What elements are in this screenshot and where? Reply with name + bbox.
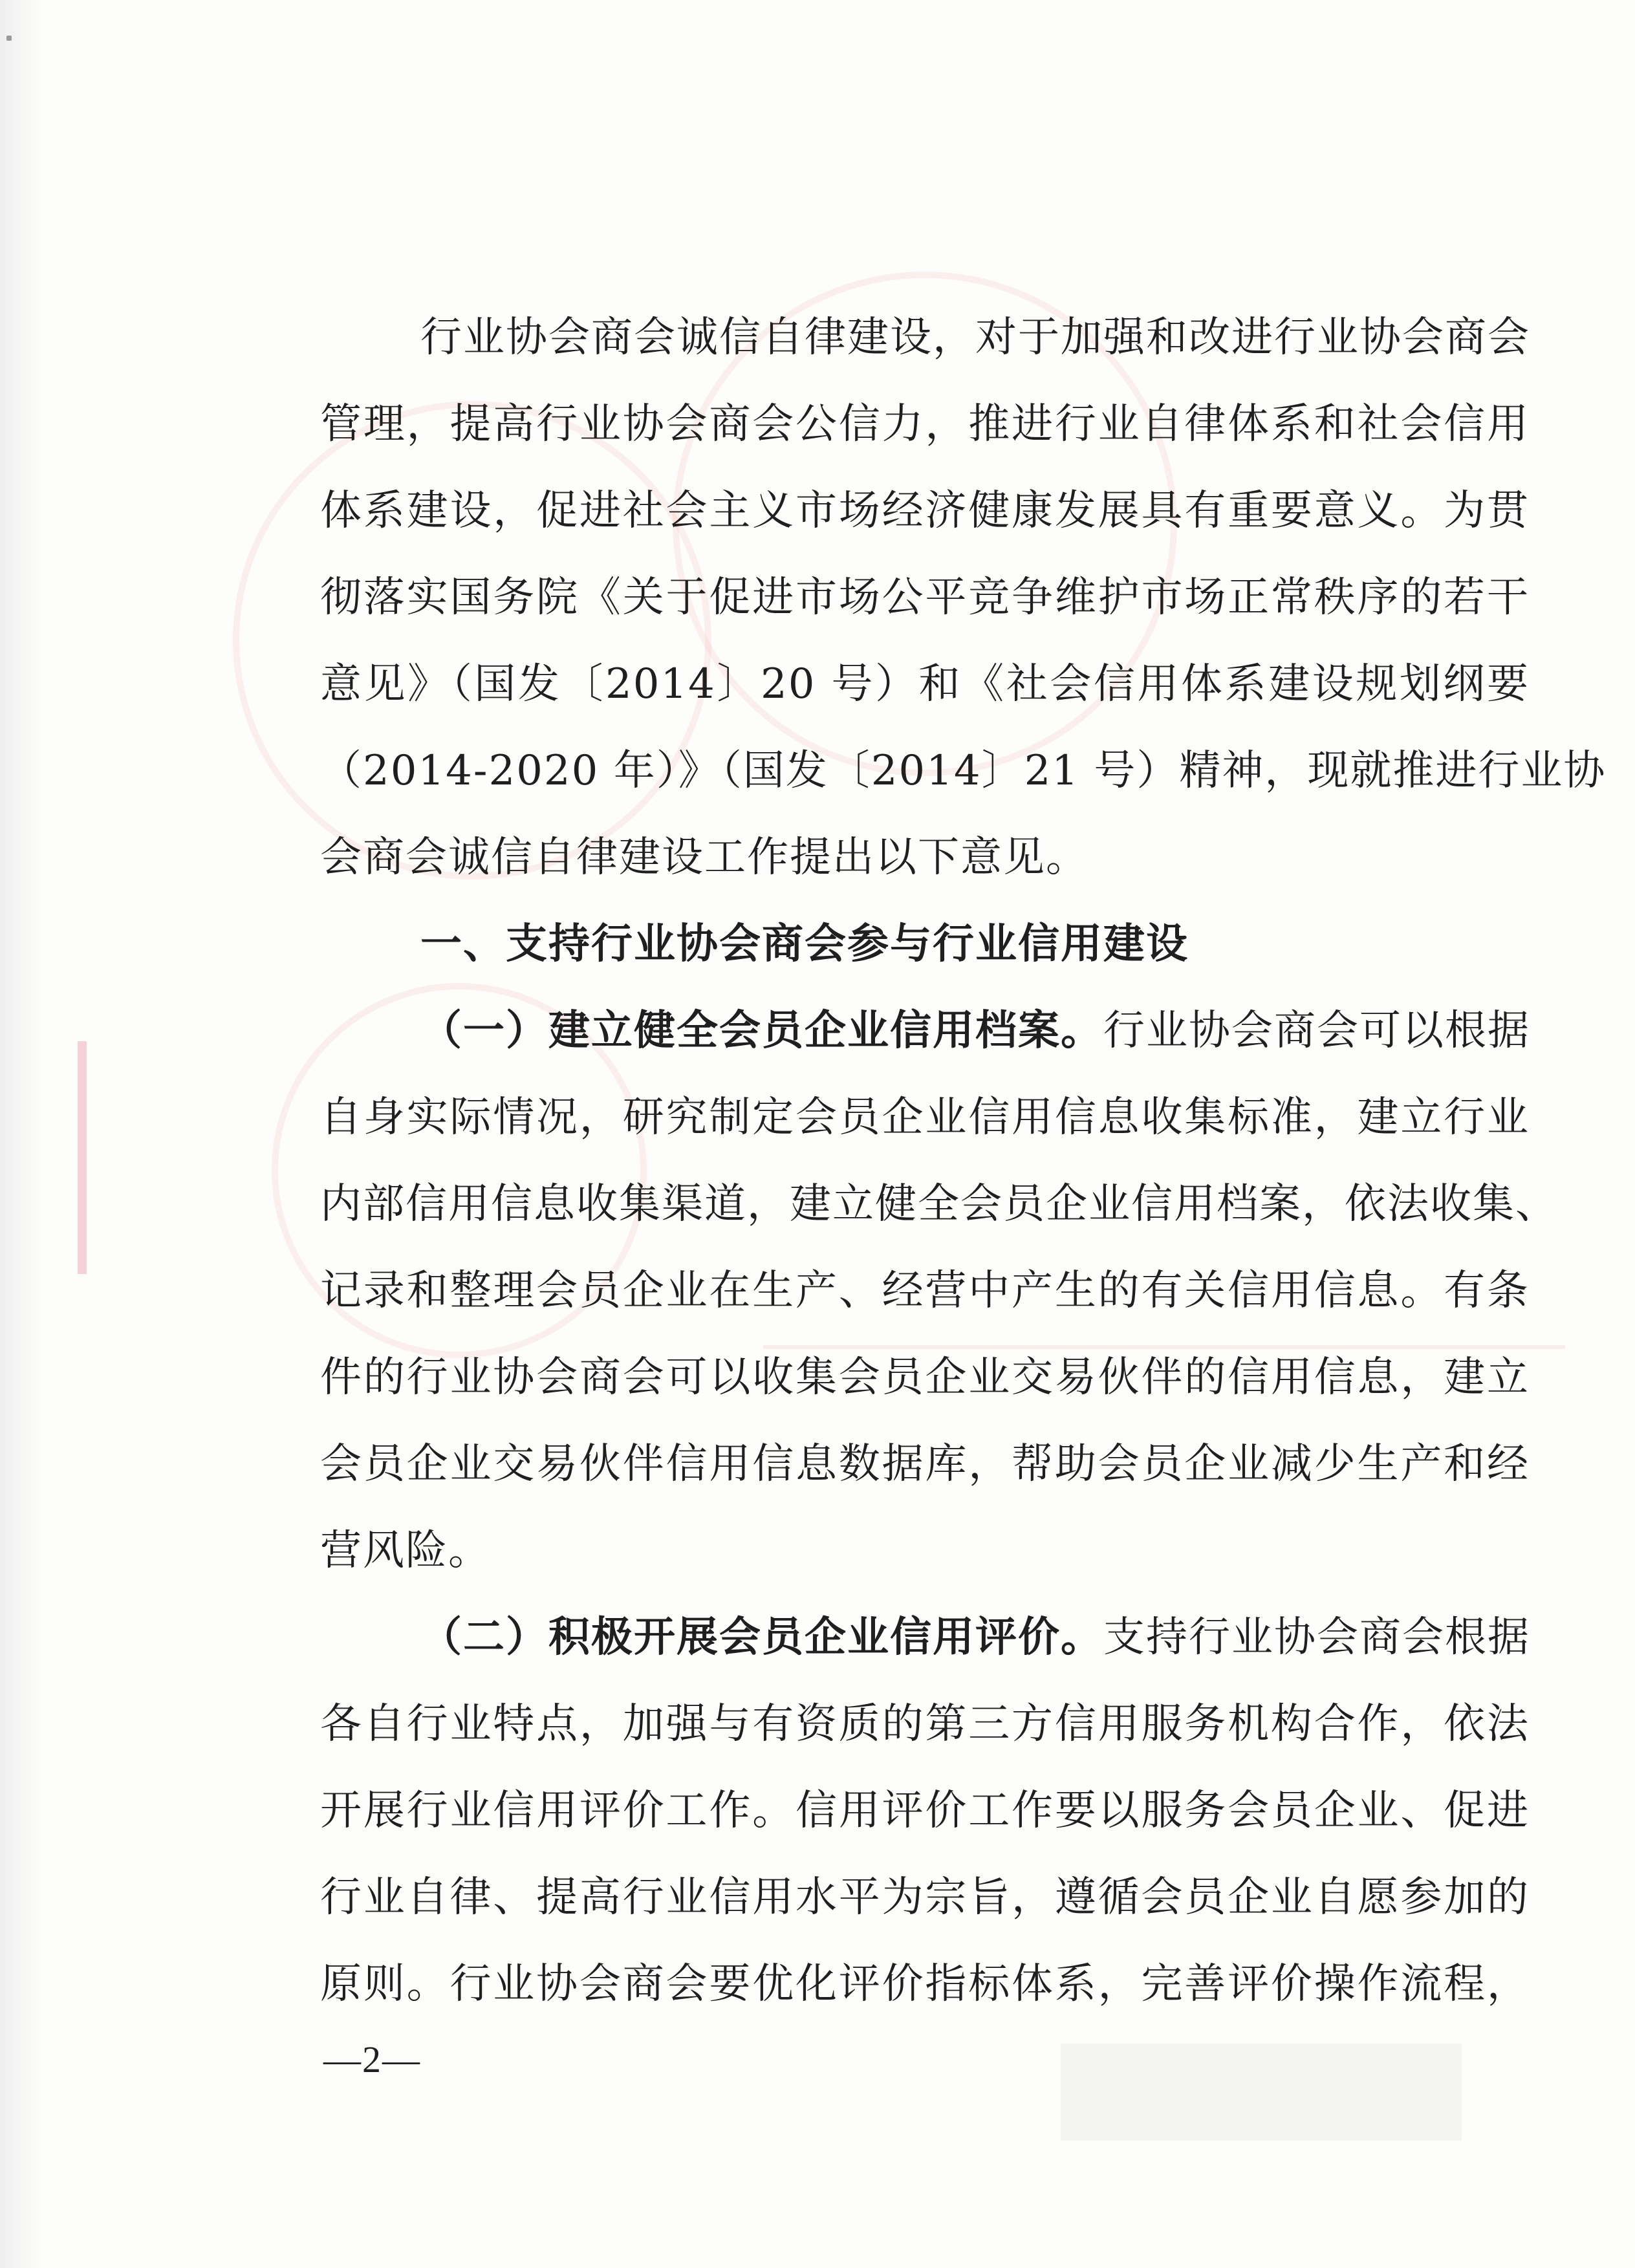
paragraph-line: 自身实际情况，研究制定会员企业信用信息收集标准，建立行业 [320,1094,1530,1141]
paragraph-line: 意见》（国发〔2014〕20 号）和《社会信用体系建设规划纲要 [320,660,1530,708]
paragraph-line: 各自行业特点，加强与有资质的第三方信用服务机构合作，依法 [320,1700,1530,1748]
paragraph-line: 会员企业交易伙伴信用信息数据库，帮助会员企业减少生产和经 [320,1440,1530,1488]
paragraph-line: 行业自律、提高行业信用水平为宗旨，遵循会员企业自愿参加的 [320,1874,1530,1921]
scan-artifact [6,36,12,41]
item-title: （一）建立健全会员企业信用档案。 [420,1007,1103,1055]
paragraph-line: 内部信用信息收集渠道，建立健全会员企业信用档案，依法收集、 [320,1180,1558,1228]
show-through-mark [78,1041,87,1274]
section-heading: 一、支持行业协会商会参与行业信用建设 [420,920,1189,968]
item-first-line [320,1594,1530,1681]
paragraph-line: 体系建设，促进社会主义市场经济健康发展具有重要意义。为贯 [320,487,1530,535]
document-body [320,294,1607,2027]
paragraph-line: 行业协会商会诚信自律建设，对于加强和改进行业协会商会 [420,314,1530,362]
paragraph-line: 开展行业信用评价工作。信用评价工作要以服务会员企业、促进 [320,1787,1530,1835]
paragraph-line: 记录和整理会员企业在生产、经营中产生的有关信用信息。有条 [320,1267,1530,1315]
item-first-line [320,988,1530,1074]
paragraph-line: 原则。行业协会商会要优化评价指标体系，完善评价操作流程， [320,1960,1530,2008]
scan-edge-shadow [0,0,45,2268]
item-text: 行业协会商会可以根据 [1103,1007,1530,1055]
show-through-block [1061,2044,1462,2141]
paragraph-line: 管理，提高行业协会商会公信力，推进行业自律体系和社会信用 [320,400,1530,448]
paragraph-line: 彻落实国务院《关于促进市场公平竞争维护市场正常秩序的若干 [320,574,1530,621]
paragraph-line: 营风险。 [320,1527,491,1575]
paragraph-line: （2014-2020 年）》（国发〔2014〕21 号）精神，现就推进行业协 [320,747,1607,795]
item-title: （二）积极开展会员企业信用评价。 [420,1614,1103,1661]
item-text: 支持行业协会商会根据 [1103,1614,1530,1661]
page-number: —2— [323,2038,421,2080]
paragraph-line: 会商会诚信自律建设工作提出以下意见。 [320,834,1088,881]
paragraph-line: 件的行业协会商会可以收集会员企业交易伙伴的信用信息，建立 [320,1354,1530,1401]
